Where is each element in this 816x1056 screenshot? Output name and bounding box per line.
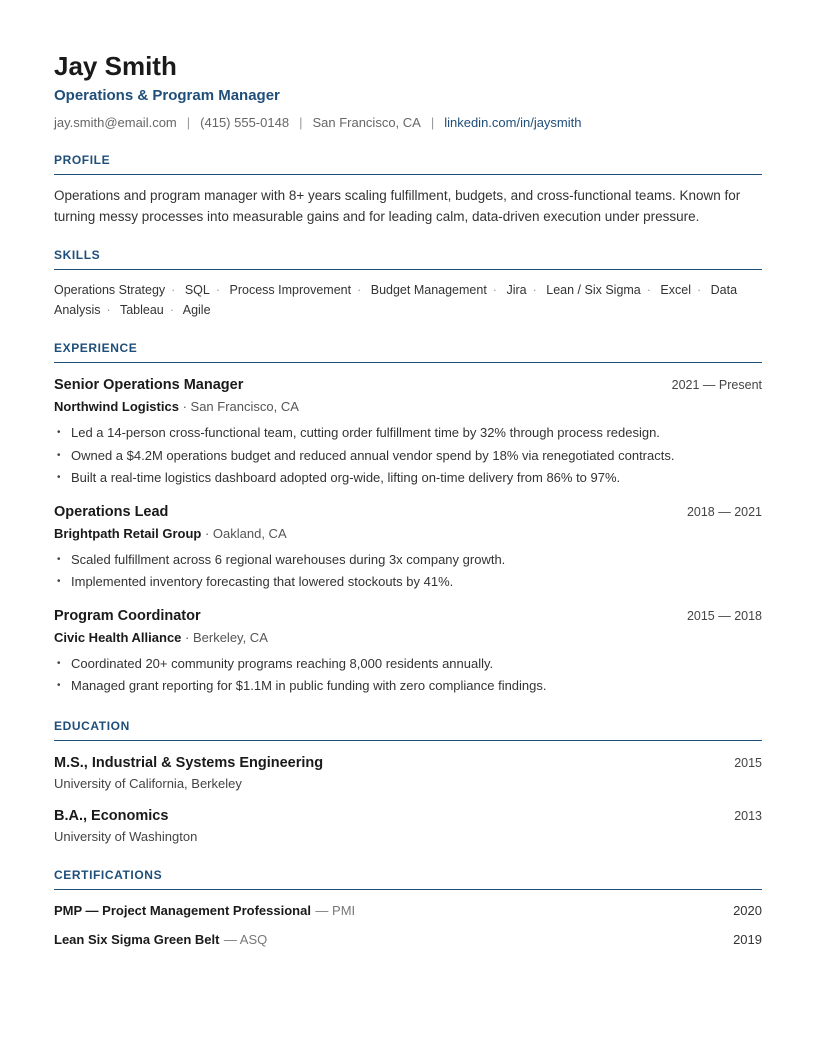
company-name: Northwind Logistics xyxy=(54,399,179,414)
certification-text xyxy=(54,902,355,920)
job-dates: 2018 — 2021 xyxy=(686,504,762,519)
certification-issuer: — PMI xyxy=(315,902,356,918)
skill-separator: · xyxy=(169,303,174,317)
section-heading: PROFILE xyxy=(54,152,762,175)
education-section xyxy=(54,718,762,847)
contact-separator: | xyxy=(299,115,303,130)
education-list xyxy=(54,753,762,847)
job-title: Program Coordinator xyxy=(54,607,201,624)
job-header xyxy=(54,502,762,522)
skill-item: SQL xyxy=(184,283,210,297)
job-dates: 2015 — 2018 xyxy=(686,608,762,623)
linkedin-link[interactable]: linkedin.com/in/jaysmith xyxy=(444,115,582,130)
company-location: · Oakland, CA xyxy=(204,525,287,541)
skill-separator: · xyxy=(106,303,111,317)
skill-item: Budget Management xyxy=(370,283,487,297)
skill-separator: · xyxy=(171,283,176,297)
skill-item: Operations Strategy xyxy=(54,283,166,297)
job-entry xyxy=(54,606,762,698)
skill-separator: · xyxy=(646,283,651,297)
certification-year: 2020 xyxy=(733,902,762,918)
company-location: · Berkeley, CA xyxy=(185,629,268,645)
company-line xyxy=(54,398,762,416)
contact-separator: | xyxy=(186,115,191,130)
certification-name: PMP — Project Management Professional xyxy=(54,902,311,918)
profile-section xyxy=(54,152,762,227)
job-bullets xyxy=(54,549,762,594)
contact-location: San Francisco, CA xyxy=(312,115,421,130)
section-heading: EXPERIENCE xyxy=(54,340,762,363)
certification-text xyxy=(54,931,267,949)
certification-entry xyxy=(54,931,762,949)
contact-phone: (415) 555-0148 xyxy=(200,115,290,130)
contact-line xyxy=(54,114,762,132)
company-line xyxy=(54,525,762,543)
contact-separator: | xyxy=(430,115,435,130)
skill-separator: · xyxy=(492,283,497,297)
job-title: Operations Lead xyxy=(54,503,169,520)
skill-separator: · xyxy=(532,283,537,297)
education-year: 2015 xyxy=(734,755,762,770)
skill-item: Process Improvement xyxy=(229,283,352,297)
company-line xyxy=(54,629,762,647)
skill-item: Agile xyxy=(182,303,211,317)
certification-year: 2019 xyxy=(733,931,762,947)
candidate-title: Operations & Program Manager xyxy=(54,87,280,104)
profile-text: Operations and program manager with 8+ years scaling fulfillment, budgets, and cross-functional teams. Known for turning messy processes into measurable gains and for leading calm, data-driven execution under pressure. xyxy=(54,188,741,224)
certification-name: Lean Six Sigma Green Belt xyxy=(54,931,220,947)
certifications-section xyxy=(54,867,762,949)
job-entry xyxy=(54,502,762,594)
job-bullet: • Led a 14-person cross-functional team, cutting order fulfillment time by 32% through process redesign. xyxy=(54,422,762,445)
education-year: 2013 xyxy=(734,808,762,823)
certification-entry xyxy=(54,902,762,920)
education-header xyxy=(54,753,762,773)
candidate-name: Jay Smith xyxy=(54,51,177,81)
company-name: Brightpath Retail Group xyxy=(54,525,202,541)
skill-separator: · xyxy=(697,283,702,297)
skill-separator: · xyxy=(357,283,362,297)
skill-separator: · xyxy=(215,283,221,297)
skills-section xyxy=(54,247,762,320)
contact-email: jay.smith@email.com xyxy=(54,115,177,130)
skill-item: Jira xyxy=(506,283,527,297)
job-header xyxy=(54,375,762,395)
section-heading: SKILLS xyxy=(54,247,762,270)
experience-section xyxy=(54,340,762,698)
section-heading: CERTIFICATIONS xyxy=(54,867,762,890)
skill-item: Excel xyxy=(660,283,691,297)
job-bullet: • Built a real-time logistics dashboard adopted org-wide, lifting on-time delivery from 86% to 97%. xyxy=(54,467,762,490)
job-bullet: • Scaled fulfillment across 6 regional warehouses during 3x company growth. xyxy=(54,549,762,572)
job-header xyxy=(54,606,762,626)
skill-item: Data Analysis xyxy=(54,283,738,317)
education-entry xyxy=(54,753,762,794)
job-bullet: • Owned a $4.2M operations budget and reduced annual vendor spend by 18% via renegotiated contracts. xyxy=(54,445,762,468)
skill-item: Tableau xyxy=(119,303,164,317)
job-bullets xyxy=(54,653,762,698)
school-name: University of Washington xyxy=(54,828,198,844)
skills-list xyxy=(54,280,762,320)
skill-item: Lean / Six Sigma xyxy=(546,283,641,297)
school-name: University of California, Berkeley xyxy=(54,775,242,791)
certifications-list xyxy=(54,902,762,949)
section-heading: EDUCATION xyxy=(54,718,762,741)
job-bullet: • Coordinated 20+ community programs reaching 8,000 residents annually. xyxy=(54,653,762,676)
certification-issuer: — ASQ xyxy=(223,931,268,947)
degree: B.A., Economics xyxy=(54,807,169,824)
job-bullets xyxy=(54,422,762,490)
degree: M.S., Industrial & Systems Engineering xyxy=(54,754,324,771)
company-location: · San Francisco, CA xyxy=(182,399,299,414)
job-title: Senior Operations Manager xyxy=(54,377,244,393)
jobs-list xyxy=(54,375,762,698)
education-header xyxy=(54,806,762,826)
job-bullet: • Managed grant reporting for $1.1M in public funding with zero compliance findings. xyxy=(54,675,762,698)
job-bullet: • Implemented inventory forecasting that lowered stockouts by 41%. xyxy=(54,571,762,594)
job-entry xyxy=(54,375,762,490)
education-entry xyxy=(54,806,762,847)
job-dates: 2021 — Present xyxy=(671,378,762,392)
company-name: Civic Health Alliance xyxy=(54,629,182,645)
